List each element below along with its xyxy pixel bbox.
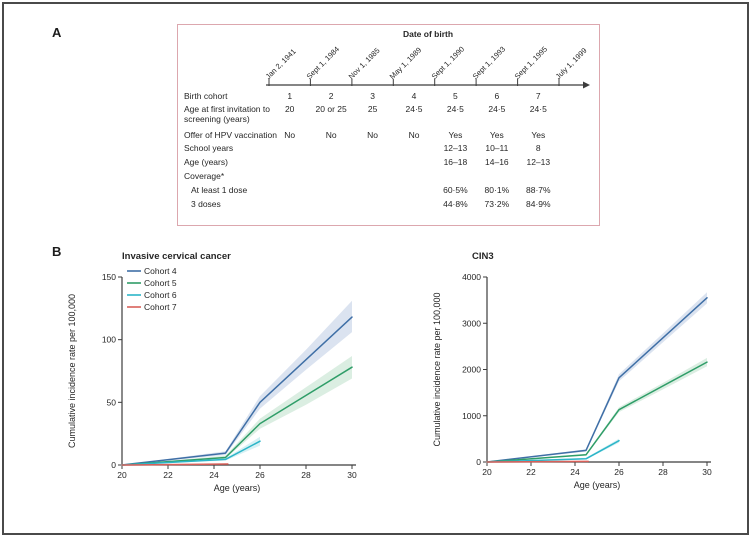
- x-tick-label: 22: [163, 470, 173, 480]
- series-line-cohort-7: [122, 464, 228, 465]
- table-cell: No: [367, 130, 379, 140]
- table-cell: 12–13: [526, 157, 551, 167]
- table-cell: 24·5: [488, 104, 506, 114]
- panel-a-label: A: [52, 25, 62, 40]
- table-cell: No: [284, 130, 296, 140]
- x-tick-label: 30: [347, 470, 357, 480]
- timeline-date-label: Jan 2, 1941: [263, 46, 298, 81]
- x-tick-label: 28: [658, 467, 668, 477]
- table-title: Date of birth: [402, 29, 454, 39]
- table-cell: 20 or 25: [315, 104, 347, 114]
- y-tick-label: 50: [106, 397, 116, 408]
- chart-title: CIN3: [472, 251, 494, 262]
- table-row-label: Birth cohort: [184, 91, 228, 101]
- cohort-table: [177, 24, 600, 226]
- table-cell: 20: [284, 104, 295, 114]
- table-cell: 44·8%: [443, 199, 468, 209]
- table-row-label: Offer of HPV vaccination: [184, 130, 277, 140]
- table-cell: 14–16: [485, 157, 509, 167]
- timeline-date-label: Sept 1, 1984: [305, 44, 342, 81]
- timeline-date-label: Sept 1, 1990: [429, 44, 466, 81]
- table-cell: 84·9%: [526, 199, 551, 209]
- x-tick-label: 20: [117, 470, 127, 480]
- table-cell: Yes: [489, 130, 504, 140]
- legend-item-label: Cohort 6: [144, 290, 177, 300]
- ci-band-cohort-6: [487, 439, 619, 462]
- table-cell: 6: [494, 91, 500, 101]
- timeline-date-label: Nov 1, 1985: [346, 46, 382, 81]
- table-cell: 24·5: [529, 104, 547, 114]
- timeline-date-label: May 1, 1989: [387, 45, 424, 81]
- x-axis-label: Age (years): [573, 480, 621, 490]
- table-row-label: School years: [184, 143, 234, 153]
- table-cell: Yes: [448, 130, 463, 140]
- chart-cin3: [420, 246, 735, 506]
- x-tick-label: 26: [614, 467, 624, 477]
- table-row-label: 3 doses: [191, 199, 221, 209]
- y-tick-label: 150: [101, 272, 116, 282]
- table-cell: 12–13: [443, 143, 468, 153]
- table-cell: 24·5: [446, 104, 464, 114]
- timeline-date-label: Sept 1, 1993: [470, 44, 508, 81]
- x-tick-label: 24: [209, 470, 219, 480]
- table-cell: 80·1%: [484, 185, 510, 195]
- x-tick-label: 24: [570, 467, 580, 477]
- table-cell: 1: [287, 91, 293, 101]
- table-cell: 24·5: [405, 104, 423, 114]
- y-tick-label: 0: [476, 457, 481, 467]
- table-cell: 3: [370, 91, 375, 101]
- table-cell: 10–11: [485, 143, 509, 153]
- x-tick-label: 20: [482, 467, 492, 477]
- chart-invasive-cervical-cancer: [55, 246, 390, 506]
- table-cell: 4: [411, 91, 417, 101]
- y-axis-label: Cumulative incidence rate per 100,000: [67, 293, 77, 449]
- timeline-arrowhead: [583, 82, 590, 89]
- table-cell: 16–18: [443, 157, 468, 167]
- y-axis-label: Cumulative incidence rate per 100,000: [432, 292, 442, 447]
- table-row-label: Coverage*: [184, 171, 225, 181]
- panel-b-label: B: [52, 244, 62, 259]
- chart-svg: [55, 246, 390, 506]
- chart-title: Invasive cervical cancer: [122, 251, 231, 262]
- legend-item-label: Cohort 5: [144, 278, 177, 288]
- table-cell: No: [325, 130, 337, 140]
- chart-svg: [420, 246, 735, 506]
- y-tick-label: 0: [111, 460, 116, 470]
- x-axis-label: Age (years): [213, 483, 261, 493]
- y-tick-label: 4000: [462, 272, 481, 282]
- y-tick-label: 3000: [462, 318, 481, 329]
- legend-item-label: Cohort 4: [144, 266, 177, 276]
- timeline-date-label: July 1, 1999: [553, 46, 589, 81]
- x-tick-label: 26: [255, 470, 265, 480]
- table-cell: 73·2%: [484, 199, 510, 209]
- x-tick-label: 28: [301, 470, 311, 480]
- table-row-label: At least 1 dose: [191, 185, 248, 195]
- table-cell: 88·7%: [526, 185, 551, 195]
- series-line-cohort-7: [487, 461, 588, 462]
- table-cell: 2: [328, 91, 334, 101]
- table-row-label: Age (years): [184, 157, 228, 167]
- timeline-date-label: Sept 1, 1995: [512, 44, 549, 81]
- table-cell: No: [408, 130, 420, 140]
- legend-item-label: Cohort 7: [144, 302, 177, 312]
- table-cell: Yes: [531, 130, 546, 140]
- x-tick-label: 22: [526, 467, 536, 477]
- table-cell: 8: [535, 143, 541, 153]
- y-tick-label: 2000: [462, 364, 481, 375]
- series-line-cohort-6: [487, 441, 619, 462]
- table-cell: 7: [535, 91, 541, 101]
- table-cell: 60·5%: [443, 185, 468, 195]
- ci-band-cohort-5: [487, 358, 707, 462]
- ci-band-cohort-5: [122, 356, 352, 465]
- table-cell: 25: [367, 104, 378, 114]
- y-tick-label: 1000: [462, 410, 481, 421]
- table-row-label: Age at first invitation to screening (years): [184, 104, 270, 124]
- y-tick-label: 100: [101, 334, 116, 345]
- table-cell: 5: [453, 91, 458, 101]
- x-tick-label: 30: [702, 467, 712, 477]
